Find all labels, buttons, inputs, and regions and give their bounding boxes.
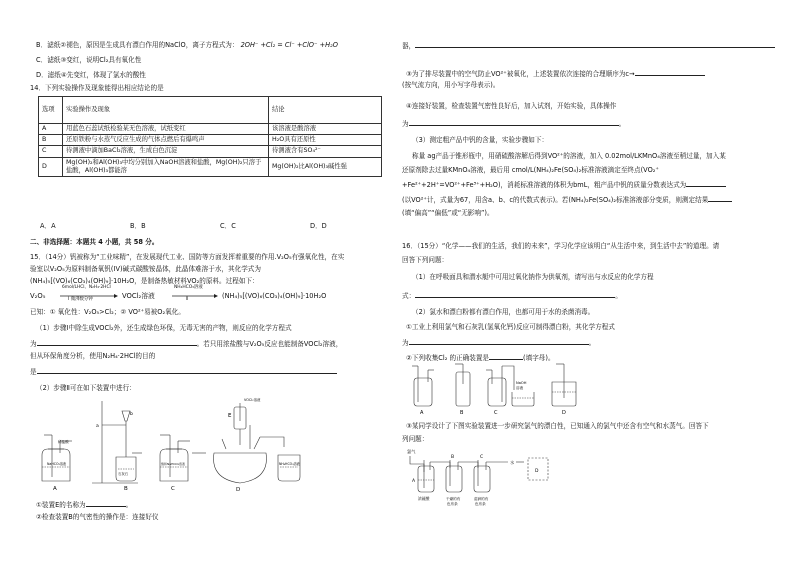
- choice-c[interactable]: C．C: [220, 222, 236, 230]
- apparatus-label: NH₄HCO₃溶液: [279, 462, 300, 466]
- part-1-line-2: 为 。若只用浓盐酸与V₂O₅反应也能制备VOCl₂溶液，: [30, 340, 343, 348]
- table-row: [39, 157, 382, 176]
- table-header-cell: 结论: [269, 97, 382, 124]
- answer-blank[interactable]: [489, 353, 523, 360]
- q16-sub-1-answer: 为 。: [402, 339, 596, 347]
- setup-letter: B: [451, 455, 455, 460]
- setup-label: 色布条: [447, 502, 458, 506]
- setup-letter: D: [535, 469, 539, 474]
- apparatus-letter: A: [53, 486, 57, 492]
- apparatus-letter: a: [96, 424, 99, 429]
- table-cell: 用蓝色石蕊试纸检验某无色溶液，试纸变红: [63, 124, 269, 135]
- table-cell: H₂O具有还原性: [269, 135, 382, 146]
- q16-part-1-answer: 式： 。: [402, 292, 622, 300]
- sub-question-2: ②检查装置B的气密性的操作是：连接好仪: [36, 513, 159, 521]
- collection-apparatus: [408, 362, 588, 416]
- table-header-row: [39, 97, 382, 124]
- apparatus-letter: B: [124, 486, 128, 492]
- setup-letter: C: [480, 455, 484, 460]
- flow-arrow-2: [172, 294, 218, 298]
- q15-line-3: (NH₄)₅[(VO)₆(CO₃)₄(OH)₉]·10H₂O，是制备热敏材料VO₂的原料。过程如下：: [30, 277, 259, 285]
- flow-product: (NH₄)₅[(VO)₆(CO₃)₄(OH)₉]·10H₂O: [222, 292, 327, 300]
- flow-condition-1b: Ⅰ 微沸数分钟: [68, 297, 93, 302]
- table-cell: 待测液含有SO₄²⁻: [269, 146, 382, 157]
- flow-arrow-1: [60, 294, 118, 298]
- flow-condition-2b: Ⅱ: [186, 297, 189, 302]
- table-cell: Mg(OH)₂比Al(OH)₃碱性强: [269, 157, 382, 176]
- water-label: 水: [510, 460, 515, 465]
- q16-part-1: （1）在呼吸面具和潜水艇中可用过氧化钠作为供氧剂，请写出与水反应的化学方程: [412, 273, 654, 281]
- known-conditions: 已知：① 氧化性：V₂O₅>Cl₂；② VO²⁺易被O₂氧化。: [30, 308, 185, 316]
- flow-condition-1: 6mol/LHCl、N₂H₄·2HCl: [62, 285, 111, 290]
- apparatus-diagram: [30, 395, 382, 493]
- question-14-table: [38, 96, 382, 177]
- table-row: [39, 135, 382, 146]
- step-4: ④连接好装置，检查装置气密性良好后，加入试剂，开始实验，具体操作: [406, 102, 617, 110]
- table-cell: D: [39, 157, 63, 176]
- apparatus-label: 稀盐酸: [58, 440, 69, 444]
- part-3-line-1: 称量 ag产品于锥形瓶中，用硝硫酸溶解后得到VO²⁺的溶液，加入 0.02mol/LKMnO₄溶液至稍过量，加入某: [412, 152, 726, 160]
- answer-blank[interactable]: [635, 69, 705, 76]
- answer-blank[interactable]: [37, 367, 337, 374]
- reagent-label: NaOH: [516, 381, 527, 385]
- flow-v2o5: V₂O₅: [30, 292, 46, 300]
- step-3: ③为了排尽装置中的空气防止VO²⁺被氧化，上述装置依次连接的合理顺序为c→: [406, 69, 705, 79]
- option-letter: C: [494, 410, 498, 416]
- q16-line-1: 16．（15分）“化学——我们的生活，我们的未来”，学习化学应该明白“从生活中来，到生活中去”的道理。请: [402, 242, 720, 250]
- answer-blank[interactable]: [37, 339, 197, 346]
- table-cell: 还原铁粉与水蒸气反应生成的气体点燃后有爆鸣声: [63, 135, 269, 146]
- setup-label: 色布条: [475, 502, 486, 506]
- table-header-cell: 选项: [39, 97, 63, 124]
- continued-line: 器，: [402, 41, 775, 51]
- setup-letter: A: [412, 479, 416, 484]
- q15-line-2: 验室以V₂O₅为原料制备氧钒(IV)碱式碳酸铵晶体，此晶体难溶于水，其化学式为: [30, 265, 261, 273]
- answer-blank[interactable]: [708, 195, 732, 202]
- apparatus-letter: C: [171, 486, 175, 492]
- option-letter: D: [562, 410, 566, 416]
- part-1-line-3: 但从环保角度分析，使用N₂H₄·2HCl的目的: [30, 352, 156, 360]
- table-header-cell: 实验操作及现象: [63, 97, 269, 124]
- step-3-note: (按气流方向，用小写字母表示)。: [402, 81, 500, 89]
- option-b: B．滤纸②褪色，原因是生成具有漂白作用的NaClO，离子方程式为： 2OH⁻ +Cl₂ = Cl⁻ +ClO⁻ +H₂O: [36, 41, 338, 49]
- reagent-label: 溶液: [516, 386, 524, 390]
- option-letter: B: [460, 410, 464, 416]
- setup-label: 湿润的有: [474, 497, 489, 501]
- q16-sub-3b: 列问题：: [402, 435, 429, 443]
- answer-blank[interactable]: [409, 338, 589, 345]
- part-1-line-4: 是: [30, 367, 337, 377]
- option-b-equation: 2OH⁻ +Cl₂ = Cl⁻ +ClO⁻ +H₂O: [240, 41, 338, 49]
- option-c: C．滤纸③变红，说明Cl₂具有氧化性: [36, 56, 142, 64]
- setup-label: 干燥的有: [446, 497, 461, 501]
- part-3-title: （3）测定粗产品中钒的含量，实验步骤如下：: [412, 136, 549, 144]
- answer-blank[interactable]: [415, 291, 615, 298]
- flow-vocl2: VOCl₂溶液: [122, 292, 155, 300]
- q16-sub-3: ③某同学设计了下图实验装置进一步研究氯气的漂白性，已知通入的氯气中还含有空气和水蒸气。回答下: [406, 422, 709, 430]
- choice-a[interactable]: A．A: [40, 222, 56, 230]
- flow-condition-2: NH₄HCO₃溶液: [174, 285, 203, 290]
- part-3-line-5: (填“偏高”“偏低”或“无影响”)。: [402, 209, 494, 217]
- apparatus-label: 饱和NaHCO₃溶液: [161, 462, 185, 466]
- table-row: [39, 124, 382, 135]
- option-letter: A: [420, 410, 424, 416]
- table-row: [39, 146, 382, 157]
- bleaching-setup: [406, 448, 566, 508]
- table-cell: A: [39, 124, 63, 135]
- question-14: 14．下列实验操作及现象能得出相应结论的是: [30, 84, 164, 92]
- apparatus-label: VOCl₂溶液: [244, 398, 261, 402]
- apparatus-letter: b: [130, 412, 133, 417]
- answer-blank[interactable]: [409, 119, 619, 126]
- sub-question-1: ①装置E的名称为 。: [36, 501, 133, 509]
- apparatus-label: NaHCO₃溶液: [47, 462, 67, 466]
- apparatus-letter: D: [236, 487, 241, 493]
- part-1-text: （1）步骤Ⅰ中除生成VOCl₂外，还生成绿色环保，无毒无害的产物，则反应的化学方程式: [36, 324, 292, 332]
- part-3-line-2: 还原剂除去过量KMnO₄溶液，最后用 cmol/L(NH₄)₂Fe(SO₄)₂标准溶液滴定至终点(VO₂⁺: [402, 166, 659, 174]
- table-cell: C: [39, 146, 63, 157]
- table-cell: 该溶液是酸溶液: [269, 124, 382, 135]
- apparatus-letter: E: [228, 413, 232, 419]
- table-cell: 待测液中滴加BaCl₂溶液，生成白色沉淀: [63, 146, 269, 157]
- table-cell: Mg(OH)₂和Al(OH)₃中均分别加入NaOH溶液和盐酸，Mg(OH)₂只溶于盐酸，Al(OH)₃都能溶: [63, 157, 269, 176]
- gas-label: 氯气: [407, 449, 416, 454]
- setup-label: 浓硫酸: [418, 496, 430, 501]
- q16-sub-1: ①工业上利用氯气和石灰乳(氢氧化钙)反应可制得漂白粉，其化学方程式: [406, 323, 615, 331]
- answer-blank[interactable]: [415, 41, 775, 48]
- q16-sub-2: ②下列收集Cl₂ 的正确装置是 (填字母)。: [406, 354, 555, 362]
- part-2-text: （2）步骤Ⅱ可在如下装置中进行：: [36, 384, 136, 392]
- q16-part-2: （2）氯水和漂白粉都有漂白作用，也都可用于水的杀菌消毒。: [412, 308, 595, 316]
- choice-b[interactable]: B．B: [130, 222, 146, 230]
- answer-blank[interactable]: [86, 500, 126, 507]
- q15-line-1: 15．（14分）钒被称为“工业味精”，在发展现代工业、国防等方面发挥着重要的作用.V₂O₅有强氧化性，在实: [30, 253, 345, 261]
- step-4-answer: 为 。: [402, 120, 626, 128]
- section-heading: 二、非选择题：本题共 4 小题，共 58 分。: [30, 238, 159, 246]
- table-cell: B: [39, 135, 63, 146]
- option-d: D．滤纸④先变红，体现了氯水的酸性: [36, 71, 146, 79]
- part-3-line-4: (以VO²⁺计，式量为67，用含a、b、c的代数式表示)。若(NH₄)₂Fe(SO₄)₂标准溶液部分变质，则测定结果: [402, 195, 732, 205]
- choice-d[interactable]: D．D: [310, 222, 327, 230]
- answer-blank[interactable]: [686, 180, 726, 187]
- q16-line-2: 回答下列问题：: [402, 256, 449, 264]
- apparatus-label: 石灰石: [118, 472, 129, 476]
- part-3-line-3: +Fe²⁺+2H⁺=VO²⁺+Fe³⁺+H₂O)，消耗标准溶液的体积为bmL，粗产品中钒的质量分数表达式为: [402, 180, 726, 190]
